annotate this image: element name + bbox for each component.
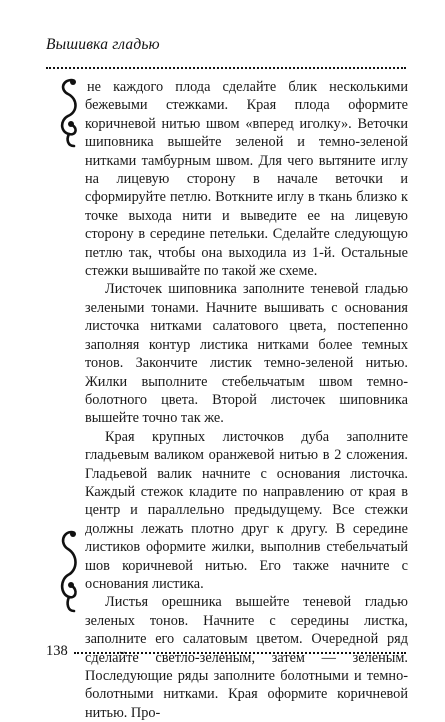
footer-dotted-rule (74, 652, 406, 654)
header-dotted-rule (46, 67, 406, 69)
paragraph-2: Листочек шиповника заполните теневой гладью зелеными тонами. Начните вышивать с основания листочка нитками салатового цвета, постепенно заполняя контур листика нитками более темных тонов. Закончите листик темно-зеленой нитью. Жилки выполните стебельчатым швом темно-болотного цвета. Второй листочек шиповника вышейте точно так же. (85, 281, 408, 427)
body-text (85, 78, 408, 722)
page-footer (46, 643, 406, 660)
treble-clef-ornament-icon (56, 528, 82, 616)
paragraph-3: Края крупных листочков дуба заполните гладьевым валиком оранжевой нитью в 2 сложения. Гладьевой валик начните с основания листочка. Каждый стежок кладите по направлению от края в центр и параллельно предыдущему. Все стежки должны лежать плотно друг к другу. В середине листиков оформите жилки, выполнив стебельчатый шов коричневой нитью. Его также начните с основания листика. (85, 428, 408, 592)
paragraph-4: Листья орешника вышейте теневой гладью зеленых тонов. Начните с середины листка, заполните его салатовым цветом. Очередной ряд сделайте светло-зеленым, затем — зеленым. Последующие ряды заполните болотными и темно-болотными нитками. Края оформите коричневой нитью. Про- (85, 594, 408, 721)
treble-clef-ornament-icon (56, 76, 82, 150)
running-header: Вышивка гладью (46, 36, 160, 53)
page-number: 138 (46, 643, 68, 659)
paragraph-1: не каждого плода сделайте блик несколькими бежевыми стежками. Края плода оформите коричневой нитью швом «вперед иголку». Веточки шиповника вышейте зеленой и темно-зеленой нитками тамбурным швом. Для чего вытяните иглу на лицевую сторону в начале веточки и сформируйте петлю. Воткните иглу в ткань близко к точке выхода нити и выведите ее на лицевую сторону в середине петельки. Сделайте следующую петлю так, чтобы она выходила из 1-й. Остальные стежки вышивайте по такой же схеме. (85, 79, 408, 280)
